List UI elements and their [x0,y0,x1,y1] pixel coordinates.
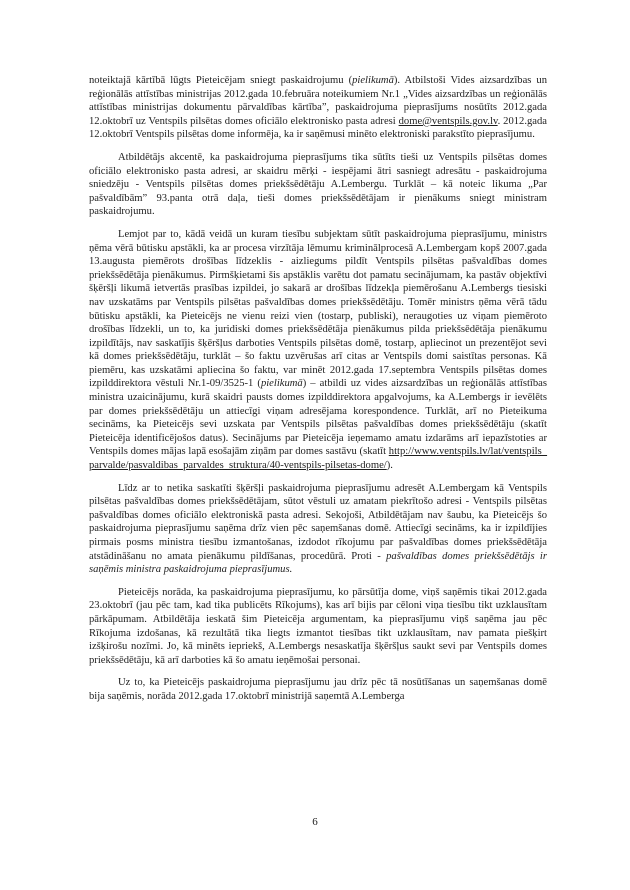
paragraph-1-text-a: noteiktajā kārtībā lūgts Pieteicējam sniegt paskaidrojumu ( [89,75,353,86]
paragraph-4-text-a: Līdz ar to netika saskatīti šķēršļi paskaidrojuma pieprasījumu adresēt A.Lembergam kā Ventspils pilsētas pašvaldības domes priekšsēdētājam, sūtot vēstuli uz amatam piekrītošo adresi - Ventspils pilsētas pašvaldības domes oficiālo elektroniskā pasta adresi. Sekojoši, Atbildētājam nav šaubu, ka Pieteicējs šo paskaidrojuma pieprasījumu saņēma drīz vien pēc saņemšanas domē. Attiecīgi secināms, ka ir izpildījies pirmais posms ministra tiesību izmantošanas, izdodot rīkojumu par pašvaldības domes priekšsēdētāja atstādināšanu no amata pienākumu pildīšanas, procedūrā. Proti - [89,482,547,562]
paragraph-1-text-c: . 2012.gada 12.oktobrī Ventspils pilsētas dome informēja, ka ir saņēmusi minēto elektroniski parakstīto pieprasījumu. [89,115,547,141]
page-number: 6 [312,816,318,828]
paragraph-6: Uz to, ka Pieteicējs paskaidrojuma pieprasījumu jau drīz pēc tā nosūtīšanas un saņemšanas domē bija saņēmis, norāda 2012.gada 17.oktobrī ministrijā saņemtā A.Lemberga [89,677,547,702]
ventspils-url-link[interactable]: http://www.ventspils.lv/lat/ventspils_parvalde/pasvaldibas_parvaldes_struktura/40-ventspils-pilsetas-dome/ [89,446,547,472]
paragraph-4 [89,482,547,577]
paragraph-3-text-b: ) – atbildi uz vides aizsardzības un reģionālās attīstības ministra uzaicinājumu, kurā skaidri pausts domes izpilddirektora apgalvojums, ka A.Lembergs ir ievēlēts par domes priekšsēdētāju un attiecīgi viņam adresējama korespondence. Turklāt, arī no Pieteikuma secināms, ka Pieteicējs sevi uzskata par Ventspils pilsētas pašvaldības domes priekšsēdētāju (skatīt Pieteicēja identificējošos datus). Secinājums par Pieteicēja ieņemamo amatu izdarāms arī iepazīstoties ar Ventspils domes mājas lapā esošajām ziņām par domes sastāvu (skatīt [89,378,547,458]
paragraph-1-italic: pielikumā [352,75,394,86]
paragraph-4-italic: pašvaldības domes priekšsēdētājs ir saņēmis ministra paskaidrojuma pieprasījumus. [89,550,547,576]
paragraph-1 [89,74,547,142]
email-link[interactable]: dome@ventspils.gov.lv [398,115,498,127]
paragraph-3-italic: pielikumā [260,378,303,390]
paragraph-5: Pieteicējs norāda, ka paskaidrojuma pieprasījumu, ko pārsūtīja dome, viņš saņēmis tikai 2012.gada 23.oktobrī (jau pēc tam, kad tika publicēts Rīkojums), kas arī bijis par cēloni viņa tiesību tikt uzklausītam pārkāpumam. Atbildētāja ieskatā šim Pieteicēja argumentam, ka pieprasījumu viņš saņēma jau pēc Rīkojuma izdošanas, kā rezultātā tika liegts izmantot tiesības tikt uzklausītam, nav pamata piešķirt izšķirošu nozīmi. Jo, kā minēts iepriekš, A.Lembergs nesaskatīja šķēršļus saukt sevi par Ventspils domes priekšsēdētāju, kā arī darboties kā šo amatu ieņēmošai personai. [89,586,547,666]
paragraph-3 [89,228,547,473]
paragraph-3-text-c: ). [386,460,393,472]
paragraph-2: Atbildētājs akcentē, ka paskaidrojuma pieprasījums tika sūtīts tieši uz Ventspils pilsētas domes oficiālo elektronisko pasta adresi, ar skaidru mērķi - iespējami ātri sasniegt adresātu - paskaidrojuma sniedzēju - Ventspils pilsētas domes priekšsēdētāju A.Lembergu. Turklāt – kā noteic likuma „Par pašvaldībām” 93.panta otrā daļa, tieši domes priekšsēdētājam ir pienākums sniegt ministram paskaidrojumu. [89,151,547,218]
document-body [89,74,547,713]
paragraph-3-text-a: Lemjot par to, kādā veidā un kuram tiesību subjektam sūtīt paskaidrojuma pieprasījumu, ministrs ņēma vērā būtisku apstākli, ka ar procesa virzītāja lēmumu kriminālprocesā A.Lembergam kopš 2007.gada 13.augusta piemērots drošības līdzeklis - aizliegums pildīt Ventspils pilsētas pašvaldības domes priekšsēdētāja pienākumus. Pirmšķietami šis apstāklis varētu dot pamatu secinājumam, ka pastāv objektīvi šķēršļi likumā ietvertās prasības izpildei, jo sakarā ar drošības līdzekļa piemērošanu A.Lembergs tiesiski nav uzskatāms par Ventspils pilsētas pašvaldības domes priekšsēdētāju. Tomēr ministrs ņēma vērā tādu būtisku apstākli, ka Pieteicējs ne vienu reizi vien (tostarp, publiski), neraugoties uz viņam piemēroto drošības līdzekli, un to, ka juridiski domes priekšsēdētāja pienākumus pilda priekšsēdētāja pienākumu izpildītājs, nav saskatījis šķēršļus darboties Ventspils pilsētas domē, tostarp, apliecinot un prezentējot sevi kā domes priekšsēdētāju, turklāt – šo faktu uzvērušas arī citas ar Ventspils domi saistītas personas. Kā piemēru, kas uzskatāmi apliecina šo faktu, var minēt 2012.gada 17.septembra Ventspils pilsētas domes izpilddirektora vēstuli Nr.1-09/3525-1 ( [89,228,547,390]
paragraph-1-text-b: ). Atbilstoši Vides aizsardzības un reģionālās attīstības ministrijas 2012.gada 10.februāra noteikumiem Nr.1 „Vides aizsardzības un reģionālās attīstības ministrijas dokumentu pārvaldības kārtība”, paskaidrojuma pieprasījums nosūtīts 2012.gada 12.oktobrī uz Ventspils pilsētas domes oficiālo elektronisko pasta adresi [89,75,548,127]
